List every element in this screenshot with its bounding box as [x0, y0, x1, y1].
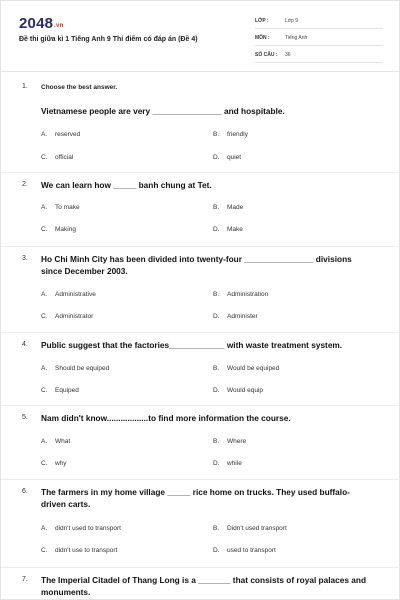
- question-7: [1, 568, 400, 600]
- meta-row-class: [255, 15, 383, 29]
- meta-value: Lớp 9: [285, 18, 299, 24]
- option-a[interactable]: [41, 204, 80, 211]
- option-text: Administrator: [55, 313, 94, 320]
- option-c[interactable]: [41, 387, 79, 394]
- option-letter: B.: [213, 525, 220, 532]
- option-text: Made: [227, 204, 244, 211]
- site-logo[interactable]: [19, 15, 63, 32]
- option-d[interactable]: [213, 226, 243, 233]
- option-letter: B.: [213, 365, 220, 372]
- page-header: [1, 1, 400, 75]
- option-text: while: [227, 460, 242, 467]
- option-a[interactable]: [41, 438, 70, 445]
- question-number: 6.: [22, 488, 28, 495]
- option-letter: A.: [41, 291, 48, 298]
- question-text: Ho Chi Minh City has been divided into twenty-four _______________ divisions since December 2003.: [41, 254, 352, 276]
- option-letter: B.: [213, 204, 220, 211]
- option-text: Where: [227, 438, 247, 445]
- option-b[interactable]: [213, 291, 268, 298]
- question-1: [1, 75, 400, 173]
- question-text: The Imperial Citadel of Thang Long is a _______ that consists of royal palaces and monuments.: [41, 575, 367, 597]
- option-text: Didn't used transport: [227, 525, 287, 532]
- meta-label: LỚP :: [255, 18, 269, 24]
- question-text: Vietnamese people are very _______________ and hospitable.: [41, 106, 285, 116]
- question-text: Nam didn't know..................to find more information the course.: [41, 413, 291, 423]
- question-text: Public suggest that the factories____________ with waste treatment system.: [41, 340, 343, 350]
- option-letter: B.: [213, 438, 220, 445]
- question-list: [1, 75, 400, 600]
- option-text: why: [55, 460, 67, 467]
- option-text: Administration: [227, 291, 269, 298]
- option-d[interactable]: [213, 547, 276, 554]
- question-text: We can learn how _____ banh chung at Tet.: [41, 180, 212, 190]
- option-letter: B.: [213, 131, 220, 138]
- option-letter: A.: [41, 525, 48, 532]
- question-text: The farmers in my home village _____ rice home on trucks. They used buffalo-driven carts.: [41, 487, 350, 509]
- option-d[interactable]: [213, 460, 242, 467]
- option-text: Make: [227, 226, 243, 233]
- option-d[interactable]: [213, 154, 241, 161]
- question-number: 3.: [22, 255, 28, 262]
- option-text: Would be equiped: [227, 365, 280, 372]
- option-letter: A.: [41, 438, 48, 445]
- option-letter: D.: [213, 154, 220, 161]
- option-letter: C.: [41, 460, 48, 467]
- meta-value: 36: [285, 52, 291, 58]
- option-text: used to transport: [227, 547, 276, 554]
- option-text: reserved: [55, 131, 81, 138]
- question-2: [1, 173, 400, 247]
- option-c[interactable]: [41, 460, 67, 467]
- option-b[interactable]: [213, 365, 279, 372]
- meta-value: Tiếng Anh: [285, 35, 308, 41]
- option-text: didn't use to transport: [55, 547, 118, 554]
- question-5: [1, 406, 400, 480]
- option-letter: A.: [41, 365, 48, 372]
- option-d[interactable]: [213, 387, 263, 394]
- option-b[interactable]: [213, 438, 246, 445]
- meta-row-subject: [255, 32, 383, 46]
- document-title: Đề thi giữa kì 1 Tiếng Anh 9 Thí điểm có đáp án (Đề 4): [19, 36, 198, 43]
- option-text: official: [55, 154, 74, 161]
- option-text: Administer: [227, 313, 258, 320]
- meta-row-count: [255, 49, 383, 63]
- logo-main: 2048: [19, 15, 54, 32]
- meta-label: SỐ CÂU :: [255, 52, 278, 58]
- question-number: 7.: [22, 576, 28, 583]
- option-text: Should be equiped: [55, 365, 110, 372]
- exam-meta: [255, 15, 383, 66]
- option-a[interactable]: [41, 291, 96, 298]
- option-c[interactable]: [41, 547, 117, 554]
- logo-tld: .vn: [54, 23, 64, 29]
- option-b[interactable]: [213, 204, 243, 211]
- question-instruction: Choose the best answer.: [41, 84, 118, 91]
- option-text: Would equip: [227, 387, 264, 394]
- question-6: [1, 480, 400, 568]
- question-number: 2.: [22, 181, 28, 188]
- option-c[interactable]: [41, 313, 93, 320]
- option-text: Making: [55, 226, 76, 233]
- option-text: didn't used to transport: [55, 525, 121, 532]
- option-a[interactable]: [41, 365, 109, 372]
- option-letter: C.: [41, 313, 48, 320]
- option-letter: D.: [213, 387, 220, 394]
- option-letter: A.: [41, 204, 48, 211]
- option-letter: C.: [41, 226, 48, 233]
- question-number: 5.: [22, 414, 28, 421]
- option-letter: D.: [213, 547, 220, 554]
- option-c[interactable]: [41, 154, 73, 161]
- question-number: 4.: [22, 341, 28, 348]
- option-text: To make: [55, 204, 80, 211]
- question-number: 1.: [22, 83, 28, 90]
- option-letter: C.: [41, 387, 48, 394]
- option-text: quiet: [227, 154, 242, 161]
- option-b[interactable]: [213, 525, 287, 532]
- option-b[interactable]: [213, 131, 248, 138]
- option-letter: A.: [41, 131, 48, 138]
- option-text: Administrative: [55, 291, 96, 298]
- option-text: What: [55, 438, 71, 445]
- option-letter: C.: [41, 154, 48, 161]
- option-letter: D.: [213, 460, 220, 467]
- option-letter: D.: [213, 313, 220, 320]
- header-divider: [1, 71, 400, 72]
- option-letter: B.: [213, 291, 220, 298]
- option-letter: C.: [41, 547, 48, 554]
- meta-label: MÔN :: [255, 35, 270, 41]
- option-d[interactable]: [213, 313, 258, 320]
- option-text: Equiped: [55, 387, 79, 394]
- question-4: [1, 333, 400, 406]
- option-letter: D.: [213, 226, 220, 233]
- option-c[interactable]: [41, 226, 76, 233]
- option-text: friendly: [227, 131, 248, 138]
- question-3: [1, 247, 400, 333]
- option-a[interactable]: [41, 525, 121, 532]
- option-a[interactable]: [41, 131, 80, 138]
